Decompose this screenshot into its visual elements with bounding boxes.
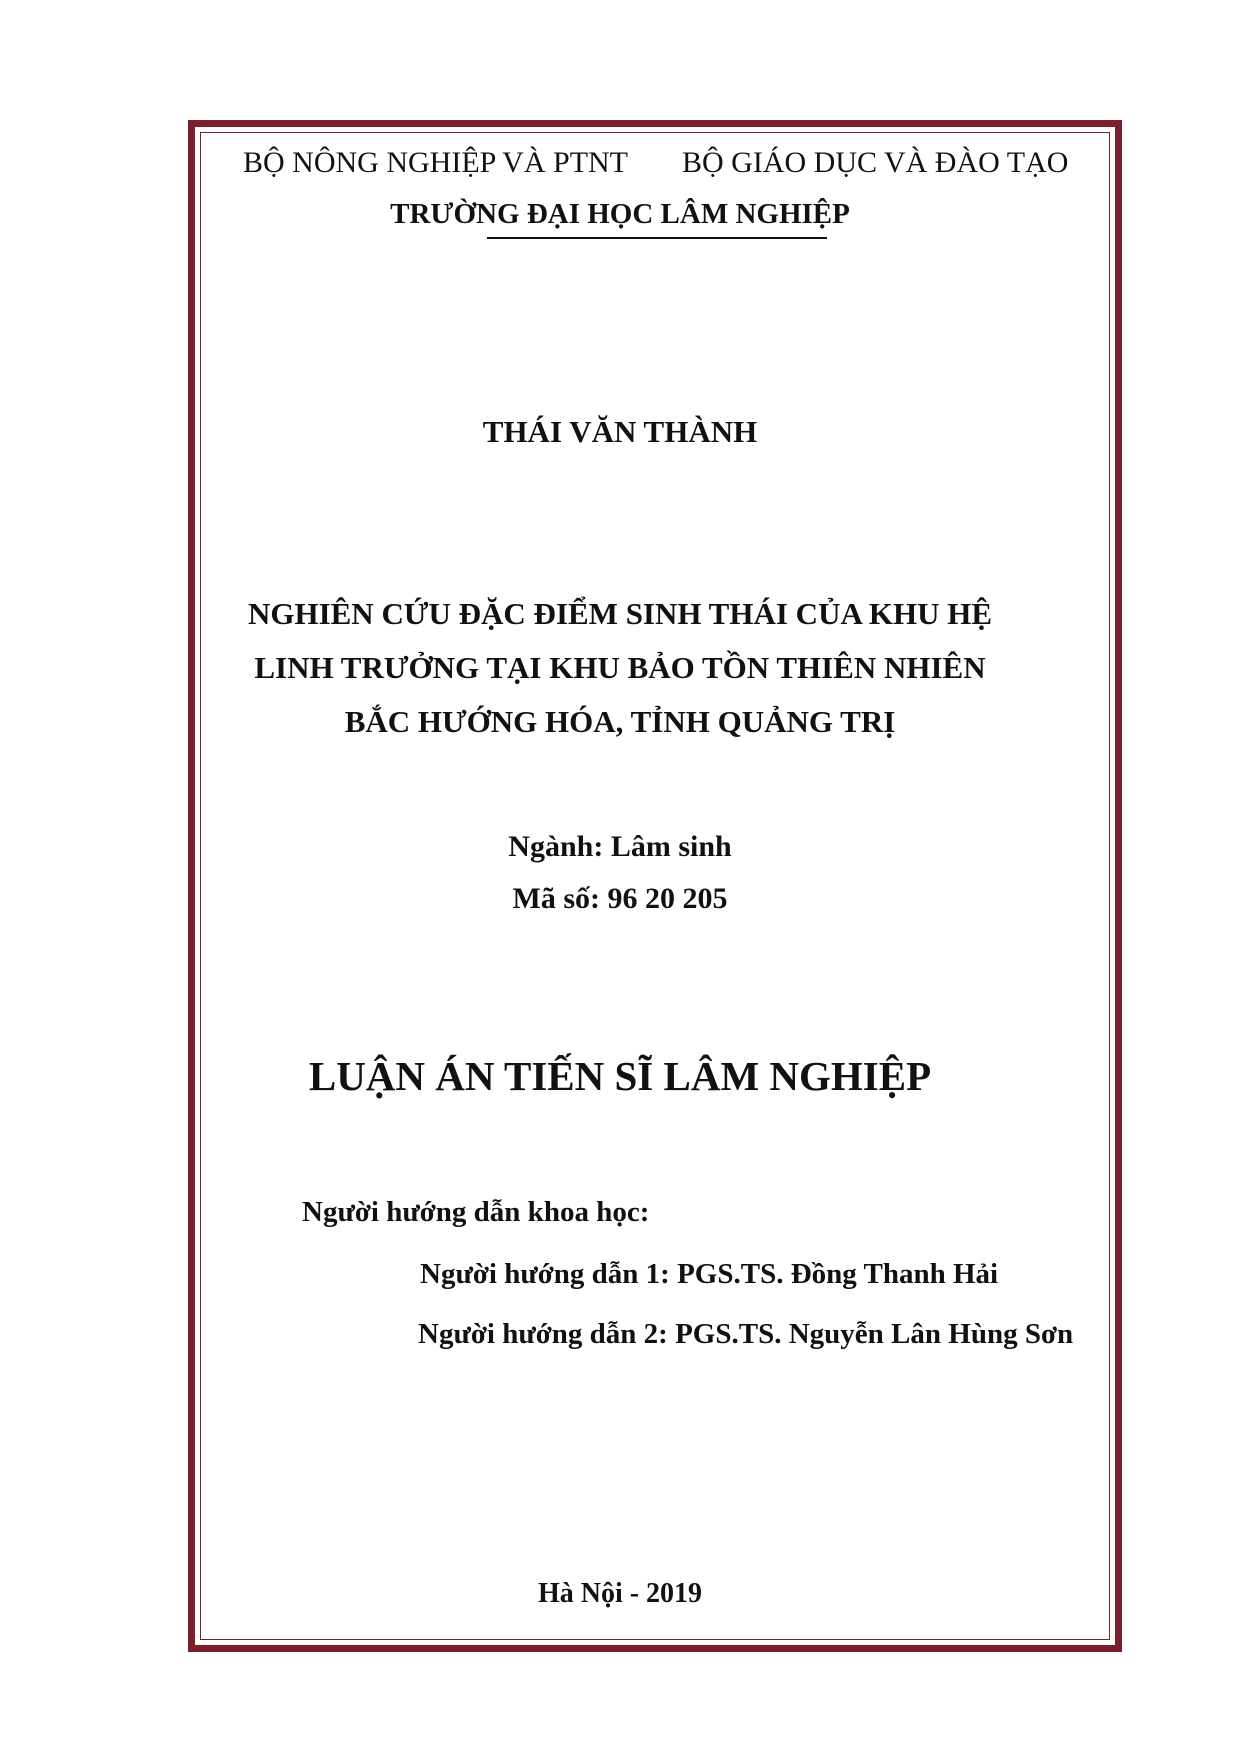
ministry-left: BỘ NÔNG NGHIỆP VÀ PTNT — [243, 146, 629, 179]
place-and-year: Hà Nội - 2019 — [537, 1578, 703, 1609]
ministry-right: BỘ GIÁO DỤC VÀ ĐÀO TẠO — [682, 146, 1069, 179]
degree-title: LUẬN ÁN TIẾN SĨ LÂM NGHIỆP — [308, 1053, 932, 1099]
major-field: Ngành: Lâm sinh — [508, 830, 732, 863]
advisor-2: Người hướng dẫn 2: PGS.TS. Nguyễn Lân Hùng Sơn — [418, 1318, 1074, 1350]
major-code: Mã số: 96 20 205 — [512, 882, 728, 915]
advisors-heading: Người hướng dẫn khoa học: — [302, 1196, 650, 1228]
author-name: THÁI VĂN THÀNH — [482, 414, 758, 449]
advisor-1: Người hướng dẫn 1: PGS.TS. Đồng Thanh Hải — [420, 1258, 999, 1290]
thesis-title-line-3: BẮC HƯỚNG HÓA, TỈNH QUẢNG TRỊ — [344, 704, 896, 739]
university-name: TRƯỜNG ĐẠI HỌC LÂM NGHIỆP — [390, 198, 850, 230]
thesis-title-line-1: NGHIÊN CỨU ĐẶC ĐIỂM SINH THÁI CỦA KHU HỆ — [247, 596, 993, 631]
university-underline — [487, 237, 827, 239]
thesis-title-line-2: LINH TRƯỞNG TẠI KHU BẢO TỒN THIÊN NHIÊN — [254, 650, 986, 685]
